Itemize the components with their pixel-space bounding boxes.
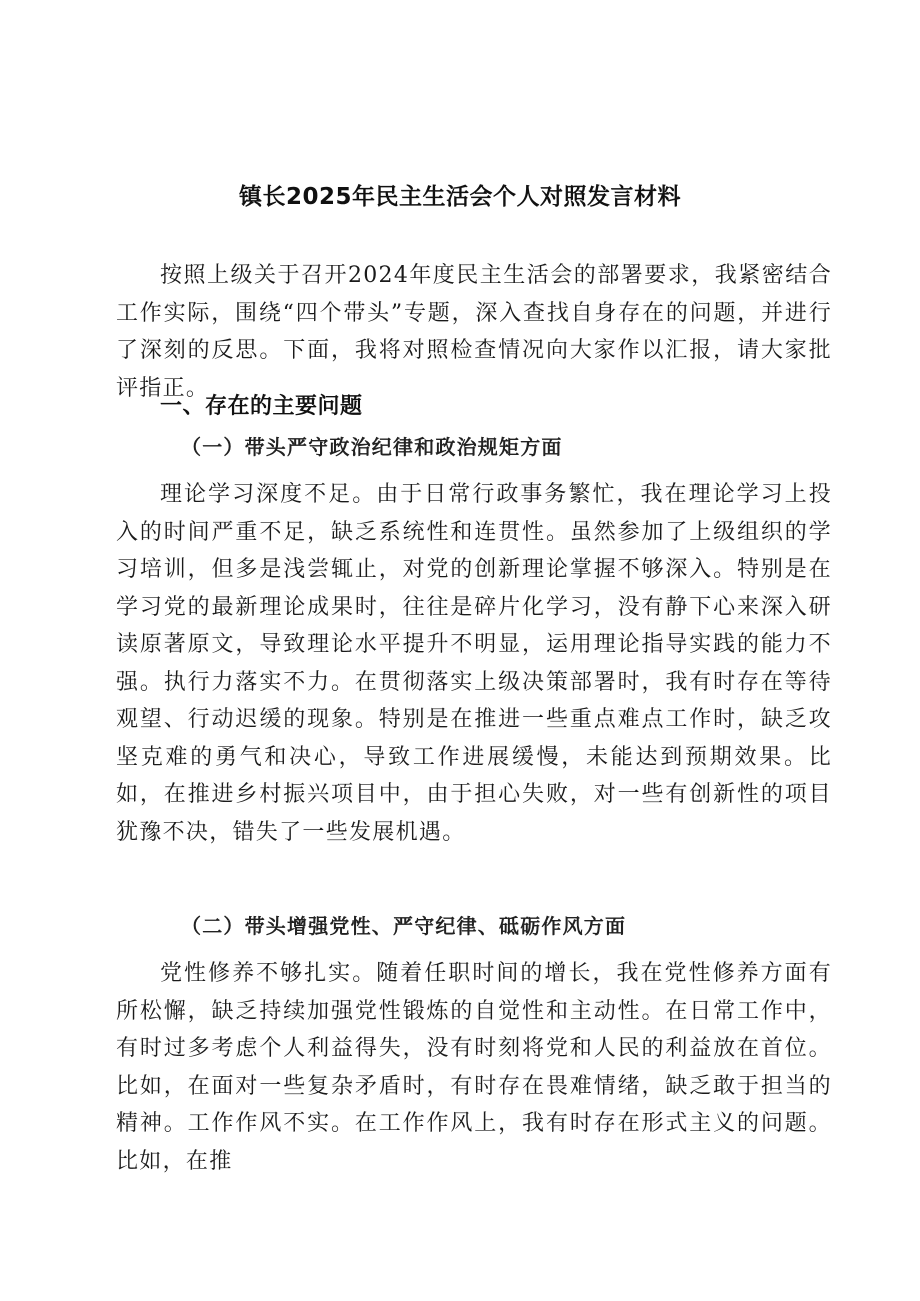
subsection-heading-party-spirit: （二）带头增强党性、严守纪律、砥砺作风方面	[181, 914, 627, 938]
subsection-paragraph-party-spirit: 党性修养不够扎实。随着任职时间的增长，我在党性修养方面有所松懈，缺乏持续加强党性锻炼的自觉性和主动性。在日常工作中，有时过多考虑个人利益得失，没有时刻将党和人民的利益放在首位。比如，在面对一些复杂矛盾时，有时存在畏难情绪，缺乏敢于担当的精神。工作作风不实。在工作作风上，我有时存在形式主义的问题。比如，在推	[116, 961, 832, 1174]
subsection-paragraph-political-discipline: 理论学习深度不足。由于日常行政事务繁忙，我在理论学习上投入的时间严重不足，缺乏系统性和连贯性。虽然参加了上级组织的学习培训，但多是浅尝辄止，对党的创新理论掌握不够深入。特别是在学习党的最新理论成果时，往往是碎片化学习，没有静下心来深入研读原著原文，导致理论水平提升不明显，运用理论指导实践的能力不强。执行力落实不力。在贯彻落实上级决策部署时，我有时存在等待观望、行动迟缓的现象。特别是在推进一些重点难点工作时，缺乏攻坚克难的勇气和决心，导致工作进展缓慢，未能达到预期效果。比如，在推进乡村振兴项目中，由于担心失败，对一些有创新性的项目犹豫不决，错失了一些发展机遇。	[116, 482, 832, 845]
document-title: 镇长2025年民主生活会个人对照发言材料	[238, 184, 681, 211]
subsection-heading-political-discipline: （一）带头严守政治纪律和政治规矩方面	[181, 435, 563, 459]
intro-paragraph: 按照上级关于召开2024年度民主生活会的部署要求，我紧密结合工作实际，围绕“四个带头”专题，深入查找自身存在的问题，并进行了深刻的反思。下面，我将对照检查情况向大家作以汇报，请大家批评指正。	[116, 263, 832, 401]
section-heading-main-problems: 一、存在的主要问题	[160, 394, 363, 419]
